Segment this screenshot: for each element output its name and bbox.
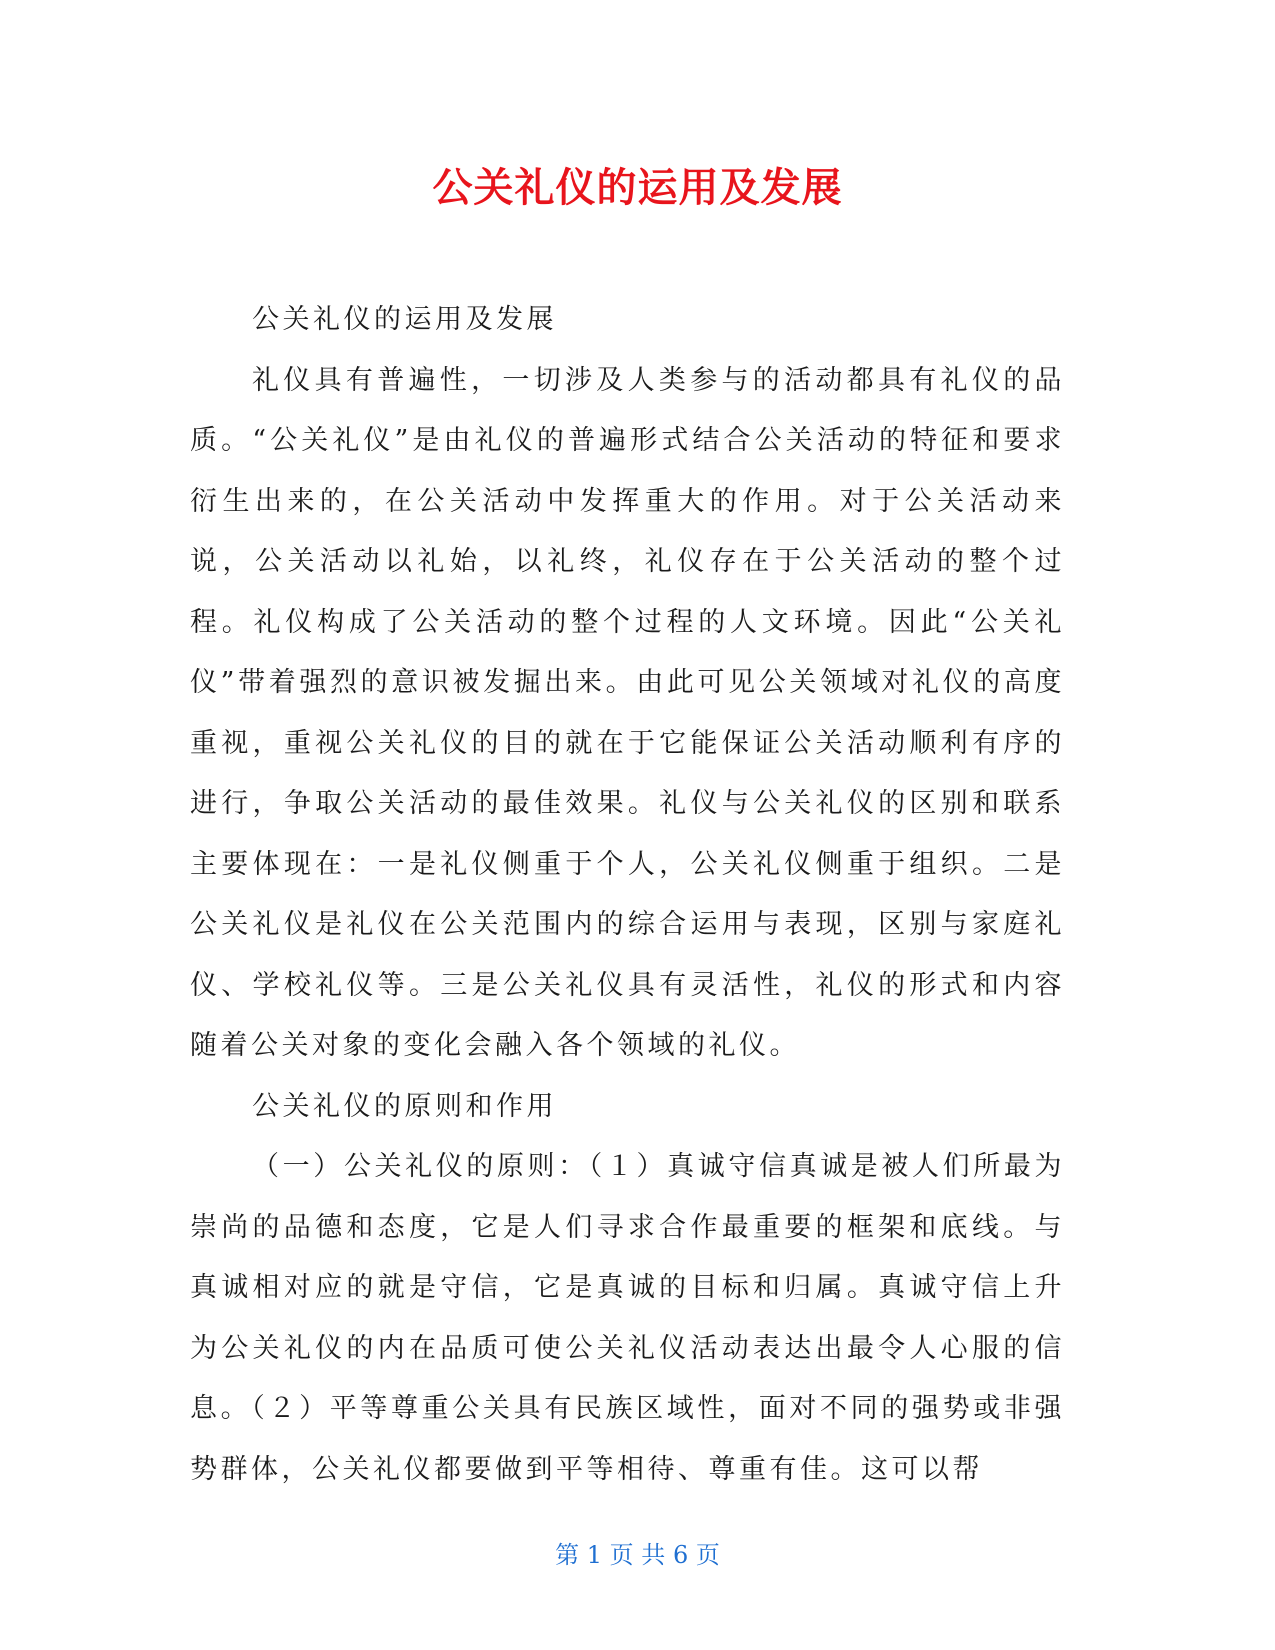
page-number-footer: 第 1 页 共 6 页 bbox=[555, 1541, 720, 1569]
document-title: 公关礼仪的运用及发展 bbox=[432, 165, 843, 211]
paragraph-principles: （一）公关礼仪的原则：（１）真诚守信真诚是被人们所最为崇尚的品德和态度，它是人们寻求合作最重要的框架和底线。与真诚相对应的就是守信，它是真诚的目标和归属。真诚守信上升为公关礼仪的内在品质可使公关礼仪活动表达出最令人心服的信息。（２）平等尊重公关具有民族区域性，面对不同的强势或非强势群体，公关礼仪都要做到平等相待、尊重有佳。这可以帮 bbox=[190, 1151, 1065, 1485]
paragraph-section-heading: 公关礼仪的原则和作用 bbox=[252, 1090, 557, 1122]
paragraph-subtitle: 公关礼仪的运用及发展 bbox=[252, 304, 557, 335]
document-body bbox=[190, 290, 1065, 1500]
paragraph-intro: 礼仪具有普遍性，一切涉及人类参与的活动都具有礼仪的品质。“公关礼仪”是由礼仪的普遍形式结合公关活动的特征和要求衍生出来的，在公关活动中发挥重大的作用。对于公关活动来说，公关活动以礼始，以礼终，礼仪存在于公关活动的整个过程。礼仪构成了公关活动的整个过程的人文环境。因此“公关礼仪”带着强烈的意识被发掘出来。由此可见公关领域对礼仪的高度重视，重视公关礼仪的目的就在于它能保证公关活动顺利有序的进行，争取公关活动的最佳效果。礼仪与公关礼仪的区别和联系主要体现在：一是礼仪侧重于个人，公关礼仪侧重于组织。二是公关礼仪是礼仪在公关范围内的综合运用与表现，区别与家庭礼仪、学校礼仪等。三是公关礼仪具有灵活性，礼仪的形式和内容随着公关对象的变化会融入各个领域的礼仪。 bbox=[190, 364, 1065, 1061]
